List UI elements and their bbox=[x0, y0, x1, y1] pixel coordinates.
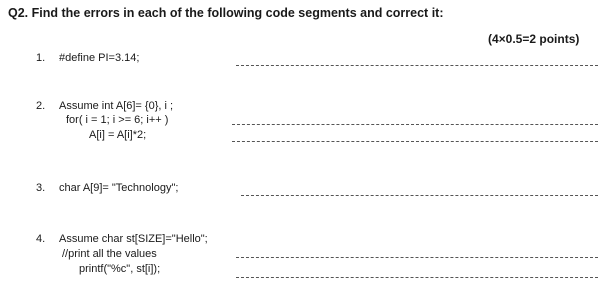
item-4-line-2: //print all the values bbox=[62, 248, 157, 260]
item-3-line-1: char A[9]= "Technology"; bbox=[59, 182, 179, 194]
item-4-number: 4. bbox=[36, 233, 46, 245]
item-2-line-1: Assume int A[6]= {0}, i ; bbox=[59, 100, 174, 112]
answer-line bbox=[232, 124, 598, 125]
item-1-line-1: #define PI=3.14; bbox=[59, 52, 140, 64]
item-2-line-2: for( i = 1; i >= 6; i++ ) bbox=[66, 114, 169, 126]
answer-line bbox=[241, 195, 598, 196]
item-2-number: 2. bbox=[36, 100, 46, 112]
question-title: Q2. Find the errors in each of the following code segments and correct it: bbox=[8, 6, 444, 20]
item-2-line-3: A[i] = A[i]*2; bbox=[89, 129, 147, 141]
answer-line bbox=[236, 277, 598, 278]
answer-line bbox=[232, 141, 598, 142]
item-4-line-1: Assume char st[SIZE]="Hello"; bbox=[59, 233, 208, 245]
points-label: (4×0.5=2 points) bbox=[488, 32, 580, 46]
answer-line bbox=[236, 65, 598, 66]
item-3-number: 3. bbox=[36, 182, 46, 194]
item-4-line-3: printf("%c", st[i]); bbox=[79, 263, 161, 275]
item-1-number: 1. bbox=[36, 52, 46, 64]
answer-line bbox=[236, 257, 598, 258]
